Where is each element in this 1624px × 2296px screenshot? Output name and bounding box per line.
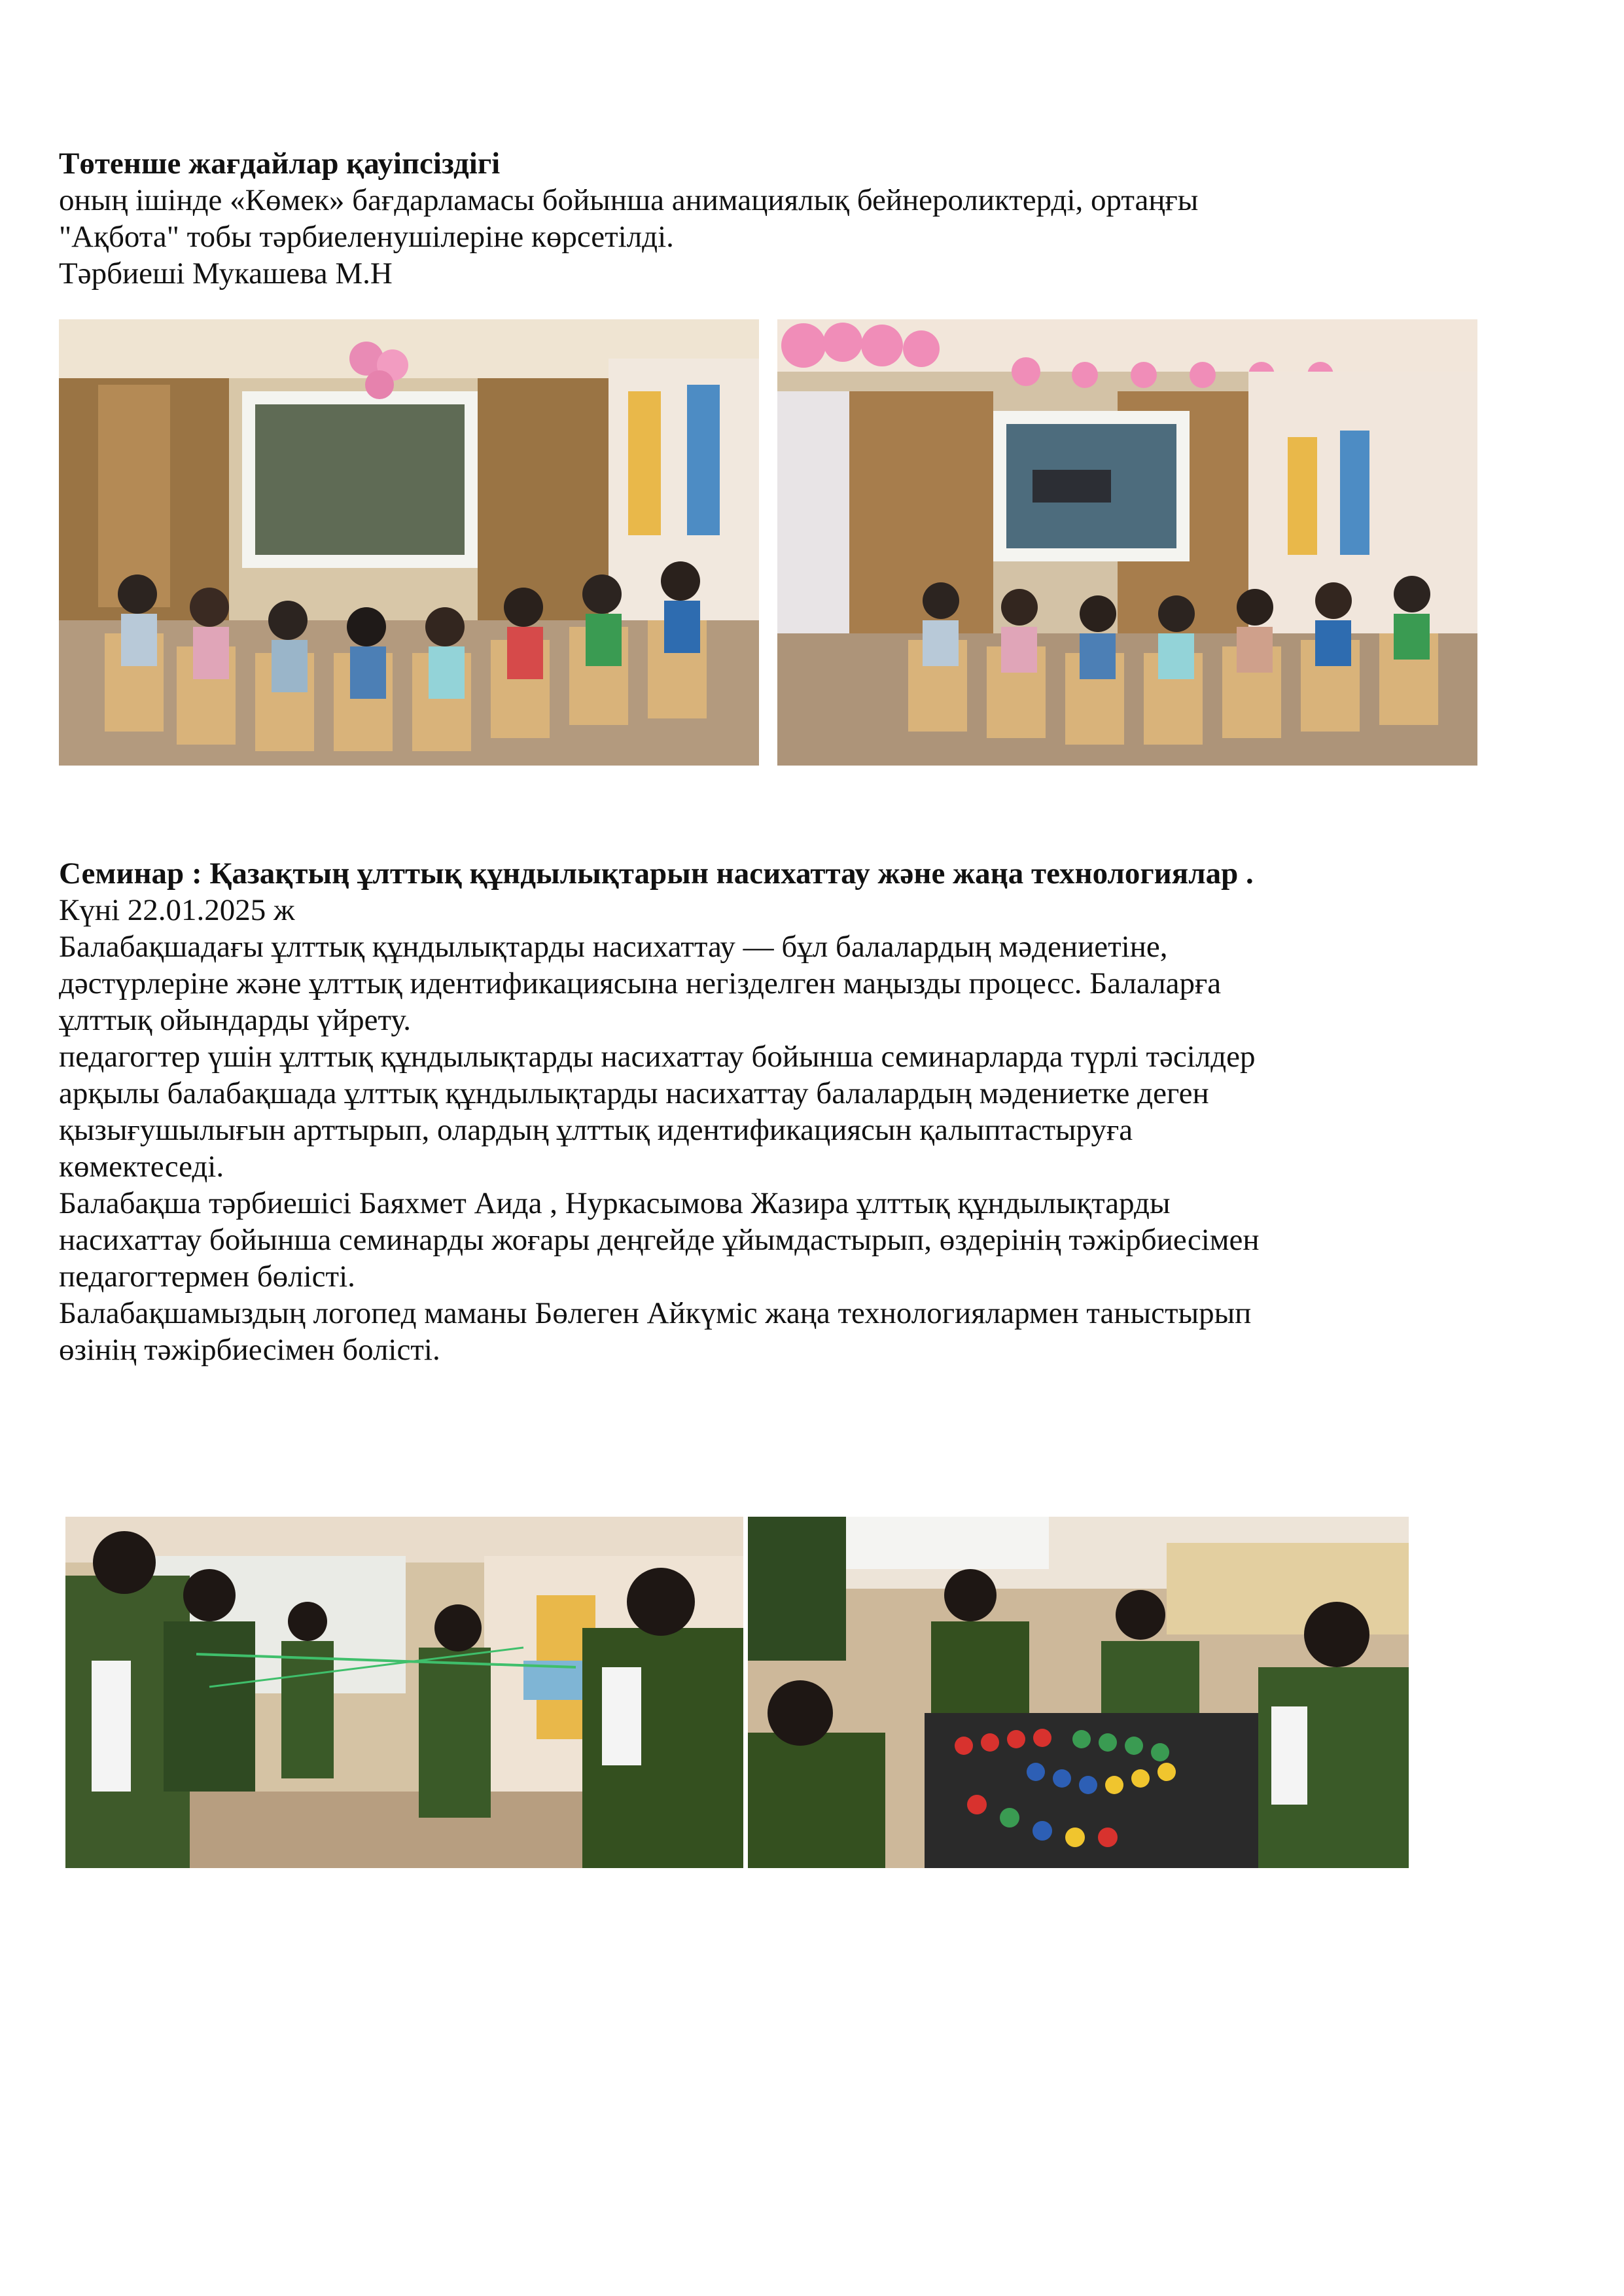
section1-line-2: "Ақбота" тобы тәрбиеленушілеріне көрсетілді. (59, 220, 674, 254)
paragraph-line: Балабақша тәрбиешісі Баяхмет Аида , Нуркасымова Жазира ұлттық құндылықтарды (59, 1186, 1171, 1220)
paragraph-line: Балабақшамыздың логопед маманы Бөлеген Айкүміс жаңа технологиялармен таныстырып (59, 1296, 1252, 1330)
section1-line-1: оның ішінде «Көмек» бағдарламасы бойынша анимациялық бейнероликтерді, ортаңғы (59, 183, 1199, 217)
paragraph-line: педагогтер үшін ұлттық құндылықтарды насихаттау бойынша семинарларда түрлі тәсілдер (59, 1040, 1256, 1074)
paragraph-line: Балабақшадағы ұлттық құндылықтарды насихаттау — бұл балалардың мәдениетіне, (59, 930, 1168, 964)
section2 (59, 855, 1583, 1368)
section1-line-3: Тәрбиеші Мукашева М.Н (59, 256, 393, 291)
paragraph-line: қызығушылығын арттырып, олардың ұлттық идентификациясын қалыптастыруға (59, 1113, 1133, 1147)
paragraph-line: көмектеседі. (59, 1150, 224, 1184)
paragraph-line: ұлттық ойындарды үйрету. (59, 1003, 411, 1037)
seminar-title: Семинар : Қазақтың ұлттық құндылықтарын насихаттау және жаңа технологиялар . (59, 857, 1254, 891)
classroom-photo-2 (777, 319, 1477, 766)
paragraph-line: өзінің тәжірбиесімен болісті. (59, 1333, 440, 1367)
seminar-photo-2 (748, 1517, 1409, 1868)
paragraph-line: насихаттау бойынша семинарды жоғары деңгейде ұйымдастырып, өздерінің тәжірбиесімен (59, 1223, 1260, 1257)
classroom-photo-1 (59, 319, 759, 766)
seminar-photo-1 (65, 1517, 743, 1868)
seminar-date: Күні 22.01.2025 ж (59, 893, 295, 927)
paragraph-line: арқылы балабақшада ұлттық құндылықтарды насихаттау балалардың мәдениетке деген (59, 1076, 1209, 1110)
paragraph-line: педагогтермен бөлісті. (59, 1260, 355, 1294)
paragraph-line: дәстүрлеріне және ұлттық идентификациясына негізделген маңызды процесс. Балаларға (59, 966, 1222, 1000)
section1-title: Төтенше жағдайлар қауіпсіздігі (59, 147, 501, 181)
section1 (59, 145, 1583, 292)
